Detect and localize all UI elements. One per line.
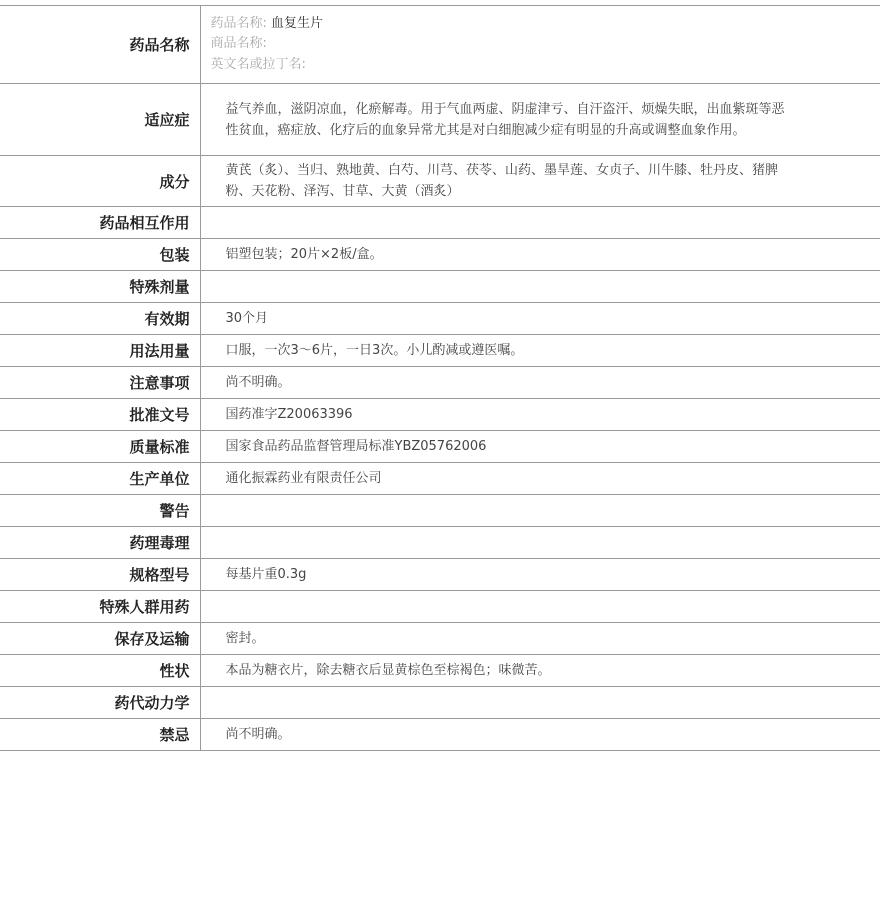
drug-info-table <box>0 5 880 751</box>
row-value <box>200 687 880 719</box>
row-value: 铝塑包装；20片×2板/盒。 <box>200 239 880 271</box>
row-label: 用法用量 <box>0 335 200 367</box>
row-value: 益气养血，滋阴凉血，化瘀解毒。用于气血两虚、阴虚津亏、自汗盗汗、烦燥失眠，出血紫斑等恶性贫血，癌症放、化疗后的血象异常尤其是对白细胞减少症有明显的升高或调整血象作用。 <box>200 84 880 156</box>
row-label: 批准文号 <box>0 399 200 431</box>
row-label: 规格型号 <box>0 559 200 591</box>
row-value <box>200 271 880 303</box>
row-ingredients <box>0 156 880 207</box>
row-value: 口服，一次3～6片，一日3次。小儿酌减或遵医嘱。 <box>200 335 880 367</box>
english-name-label: 英文名或拉丁名: <box>210 56 306 72</box>
row-pharmacokinetics <box>0 687 880 719</box>
row-label: 包装 <box>0 239 200 271</box>
row-label: 质量标准 <box>0 431 200 463</box>
row-special-populations <box>0 591 880 623</box>
row-value: 国药准字Z20063396 <box>200 399 880 431</box>
row-label: 药代动力学 <box>0 687 200 719</box>
row-interactions <box>0 207 880 239</box>
row-value: 30个月 <box>200 303 880 335</box>
row-label: 药品相互作用 <box>0 207 200 239</box>
row-value: 尚不明确。 <box>200 367 880 399</box>
row-appearance <box>0 655 880 687</box>
trade-name-label: 商品名称: <box>210 36 267 52</box>
row-drug-name <box>0 6 880 84</box>
generic-name-value: 血复生片 <box>271 15 324 31</box>
row-value: 本品为糖衣片，除去糖衣后显黄棕色至棕褐色；味微苦。 <box>200 655 880 687</box>
row-shelf-life <box>0 303 880 335</box>
row-quality-standard <box>0 431 880 463</box>
row-label: 药理毒理 <box>0 527 200 559</box>
row-label: 保存及运输 <box>0 623 200 655</box>
row-label: 禁忌 <box>0 719 200 751</box>
row-value: 通化振霖药业有限责任公司 <box>200 463 880 495</box>
row-value <box>200 527 880 559</box>
row-dosage <box>0 335 880 367</box>
row-label: 有效期 <box>0 303 200 335</box>
row-value <box>200 591 880 623</box>
row-specification <box>0 559 880 591</box>
row-label: 警告 <box>0 495 200 527</box>
row-value: 每基片重0.3g <box>200 559 880 591</box>
row-manufacturer <box>0 463 880 495</box>
row-contraindications <box>0 719 880 751</box>
row-value: 国家食品药品监督管理局标准YBZ05762006 <box>200 431 880 463</box>
row-label: 适应症 <box>0 84 200 156</box>
row-approval-number <box>0 399 880 431</box>
row-label: 注意事项 <box>0 367 200 399</box>
generic-name-line <box>211 14 880 35</box>
row-value <box>200 495 880 527</box>
row-value: 密封。 <box>200 623 880 655</box>
row-warning <box>0 495 880 527</box>
generic-name-label: 药品名称: <box>210 15 267 31</box>
drug-name-block <box>201 14 880 76</box>
row-value: 尚不明确。 <box>200 719 880 751</box>
row-value <box>200 207 880 239</box>
row-pharmacology <box>0 527 880 559</box>
row-label: 成分 <box>0 156 200 207</box>
row-packaging <box>0 239 880 271</box>
row-label: 特殊人群用药 <box>0 591 200 623</box>
row-label: 特殊剂量 <box>0 271 200 303</box>
drug-name-cell <box>200 6 880 84</box>
row-value: 黄芪（炙）、当归、熟地黄、白芍、川芎、茯苓、山药、墨旱莲、女贞子、川牛膝、牡丹皮、猪脾粉、天花粉、泽泻、甘草、大黄（酒炙） <box>200 156 880 207</box>
row-label: 药品名称 <box>0 6 200 84</box>
row-indications <box>0 84 880 156</box>
row-precautions <box>0 367 880 399</box>
row-storage <box>0 623 880 655</box>
row-label: 性状 <box>0 655 200 687</box>
row-special-dosage <box>0 271 880 303</box>
row-label: 生产单位 <box>0 463 200 495</box>
